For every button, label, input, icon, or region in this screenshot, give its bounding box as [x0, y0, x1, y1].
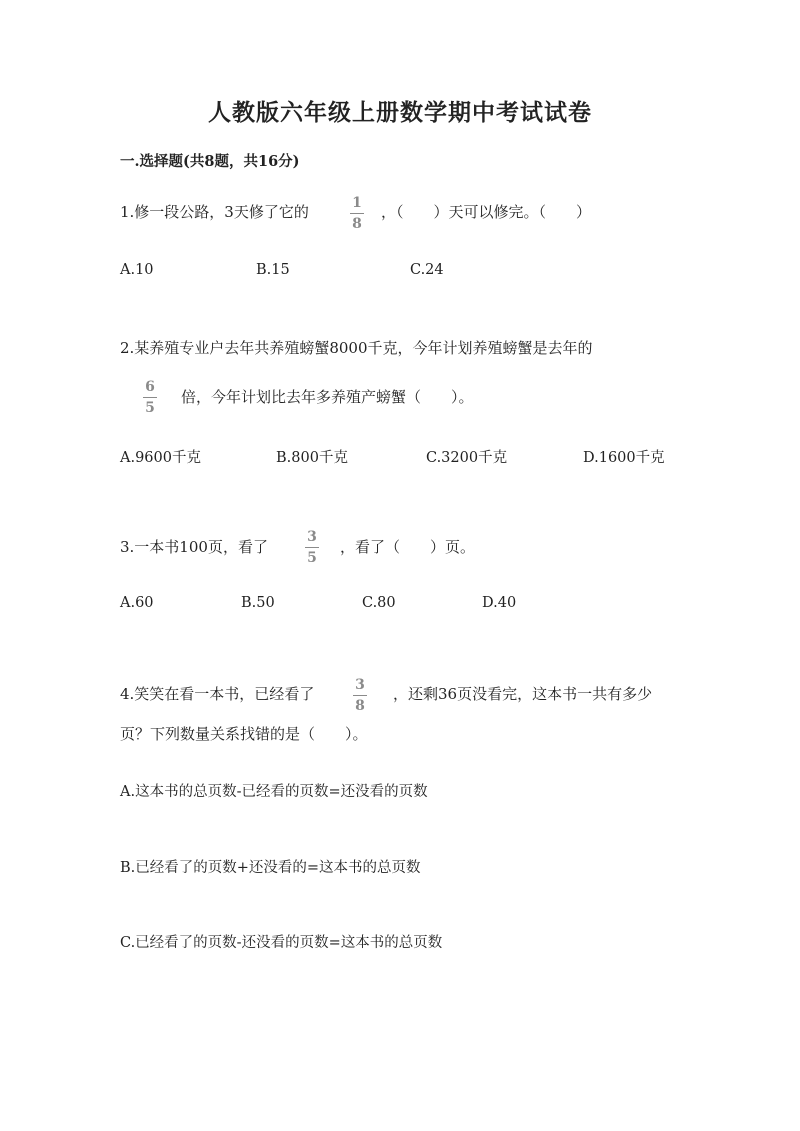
option-c[interactable]: C.24: [410, 262, 444, 278]
fraction-numerator: 3: [355, 677, 365, 693]
fraction: [348, 196, 366, 231]
fraction-bar: [305, 547, 319, 548]
fraction-bar: [350, 213, 364, 214]
option-c[interactable]: C.80: [362, 595, 396, 611]
option-b[interactable]: B.15: [256, 262, 290, 278]
fraction-denominator: 5: [307, 550, 317, 566]
fraction-numerator: 6: [145, 379, 155, 395]
question-text: ，看了（ ）页。: [340, 538, 476, 556]
fraction: [351, 678, 369, 713]
question-text: 4.笑笑在看一本书，已经看了: [120, 685, 315, 703]
option-d[interactable]: D.1600千克: [583, 450, 665, 466]
question-text: 3.一本书100页，看了: [120, 538, 268, 556]
fraction: [303, 530, 321, 565]
option-b[interactable]: B.50: [241, 595, 275, 611]
question-text: 页？下列数量关系找错的是（ ）。: [120, 725, 368, 743]
fraction-bar: [143, 397, 157, 398]
fraction-denominator: 8: [352, 216, 362, 232]
question-text: ，还剩36页没看完，这本书一共有多少: [393, 685, 653, 703]
fraction-denominator: 8: [355, 698, 365, 714]
option-c[interactable]: C.已经看了的页数-还没看的页数=这本书的总页数: [120, 935, 443, 951]
question-text: 2.某养殖专业户去年共养殖螃蟹8000千克，今年计划养殖螃蟹是去年的: [120, 339, 593, 357]
fraction-bar: [353, 695, 367, 696]
question-text: 1.修一段公路，3天修了它的: [120, 203, 309, 221]
option-c[interactable]: C.3200千克: [426, 450, 508, 466]
fraction: [141, 380, 159, 415]
question-text: 倍，今年计划比去年多养殖产螃蟹（ ）。: [181, 388, 474, 406]
section-heading: 一.选择题(共8题，共16分): [120, 153, 300, 170]
fraction-numerator: 3: [307, 529, 317, 545]
option-b[interactable]: B.800千克: [276, 450, 348, 466]
option-b[interactable]: B.已经看了的页数+还没看的=这本书的总页数: [120, 860, 421, 876]
fraction-numerator: 1: [352, 195, 362, 211]
fraction-denominator: 5: [145, 400, 155, 416]
option-d[interactable]: D.40: [482, 595, 517, 611]
option-a[interactable]: A.9600千克: [120, 450, 201, 466]
option-a[interactable]: A.10: [120, 262, 154, 278]
question-text: ，（ ）天可以修完。（ ）: [381, 203, 592, 221]
page-title: 人教版六年级上册数学期中考试试卷: [208, 99, 592, 126]
option-a[interactable]: A.这本书的总页数-已经看的页数=还没看的页数: [120, 784, 428, 800]
option-a[interactable]: A.60: [120, 595, 154, 611]
